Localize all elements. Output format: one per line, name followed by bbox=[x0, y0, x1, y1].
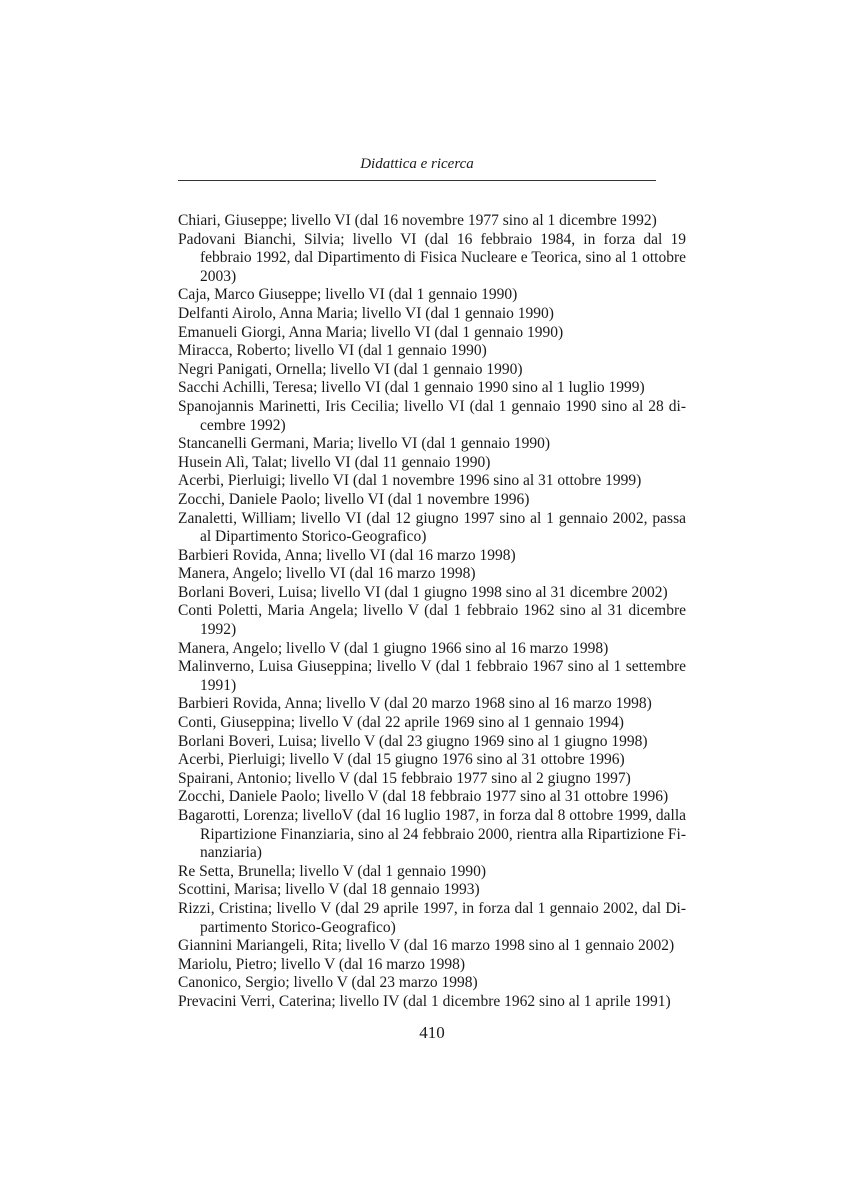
list-item: Prevacini Verri, Caterina; livello IV (dal 1 dicembre 1962 sino al 1 aprile 1991) bbox=[178, 992, 671, 1010]
list-item: Acerbi, Pierluigi; livello VI (dal 1 novembre 1996 sino al 31 ottobre 1999) bbox=[178, 472, 642, 490]
list-item: Sacchi Achilli, Teresa; livello VI (dal 1 gennaio 1990 sino al 1 luglio 1999) bbox=[178, 379, 645, 397]
list-item: Manera, Angelo; livello VI (dal 16 marzo 1998) bbox=[178, 565, 476, 583]
list-item: Barbieri Rovida, Anna; livello VI (dal 16 marzo 1998) bbox=[178, 546, 516, 564]
list-item: Spairani, Antonio; livello V (dal 15 febbraio 1977 sino al 2 giugno 1997) bbox=[178, 769, 631, 787]
list-item: Giannini Mariangeli, Rita; livello V (dal 16 marzo 1998 sino al 1 gennaio 2002) bbox=[178, 937, 675, 955]
list-item: Zanaletti, William; livello VI (dal 12 giugno 1997 sino al 1 gennaio 2002, passa al Dipartimento Storico-Geografico) bbox=[178, 509, 686, 546]
list-item: Rizzi, Cristina; livello V (dal 29 aprile 1997, in forza dal 1 gennaio 2002, dal Dipartimento Storico-Geografico) bbox=[178, 899, 686, 936]
list-item: Stancanelli Germani, Maria; livello VI (dal 1 gennaio 1990) bbox=[178, 435, 551, 453]
running-head: Didattica e ricerca bbox=[360, 156, 474, 172]
list-item: Conti Poletti, Maria Angela; livello V (dal 1 febbraio 1962 sino al 31 dicembre 1992) bbox=[178, 602, 686, 639]
list-item: Bagarotti, Lorenza; livelloV (dal 16 luglio 1987, in forza dal 8 ottobre 1999, dalla Ripartizione Finanziaria, sino al 24 febbraio 2000, rientra alla Ripartizione Finanziaria) bbox=[178, 807, 686, 862]
staff-list bbox=[178, 212, 686, 1012]
list-item: Barbieri Rovida, Anna; livello V (dal 20 marzo 1968 sino al 16 marzo 1998) bbox=[178, 695, 652, 713]
list-item: Mariolu, Pietro; livello V (dal 16 marzo 1998) bbox=[178, 955, 465, 973]
list-item: Conti, Giuseppina; livello V (dal 22 aprile 1969 sino al 1 gennaio 1994) bbox=[178, 714, 624, 732]
list-item: Zocchi, Daniele Paolo; livello VI (dal 1 novembre 1996) bbox=[178, 490, 530, 508]
header-rule bbox=[178, 180, 656, 181]
list-item: Husein Alì, Talat; livello VI (dal 11 gennaio 1990) bbox=[178, 453, 491, 471]
list-item: Negri Panigati, Ornella; livello VI (dal 1 gennaio 1990) bbox=[178, 360, 523, 378]
list-item: Scottini, Marisa; livello V (dal 18 gennaio 1993) bbox=[178, 881, 480, 899]
list-item: Canonico, Sergio; livello V (dal 23 marzo 1998) bbox=[178, 974, 478, 992]
list-item: Acerbi, Pierluigi; livello V (dal 15 giugno 1976 sino al 31 ottobre 1996) bbox=[178, 751, 625, 769]
list-item: Chiari, Giuseppe; livello VI (dal 16 novembre 1977 sino al 1 dicembre 1992) bbox=[178, 212, 657, 229]
list-item: Delfanti Airolo, Anna Maria; livello VI (dal 1 gennaio 1990) bbox=[178, 304, 554, 322]
page-number: 410 bbox=[419, 1023, 445, 1042]
list-item: Manera, Angelo; livello V (dal 1 giugno 1966 sino al 16 marzo 1998) bbox=[178, 639, 609, 657]
list-item: Malinverno, Luisa Giuseppina; livello V (dal 1 febbraio 1967 sino al 1 settembre 1991) bbox=[178, 658, 686, 694]
list-item: Borlani Boveri, Luisa; livello VI (dal 1 giugno 1998 sino al 31 dicembre 2002) bbox=[178, 583, 668, 601]
list-item: Caja, Marco Giuseppe; livello VI (dal 1 gennaio 1990) bbox=[178, 286, 518, 304]
list-item: Borlani Boveri, Luisa; livello V (dal 23 giugno 1969 sino al 1 giugno 1998) bbox=[178, 732, 648, 750]
list-item: Re Setta, Brunella; livello V (dal 1 gennaio 1990) bbox=[178, 862, 487, 880]
list-item: Spanojannis Marinetti, Iris Cecilia; livello VI (dal 1 gennaio 1990 sino al 28 dicembre 1992) bbox=[178, 397, 686, 434]
list-item: Emanueli Giorgi, Anna Maria; livello VI (dal 1 gennaio 1990) bbox=[178, 323, 564, 341]
list-item: Padovani Bianchi, Silvia; livello VI (dal 16 febbraio 1984, in forza dal 19 febbraio 1992, dal Dipartimento di Fisica Nucleare e Teorica, sino al 1 ottobre 2003) bbox=[178, 230, 686, 285]
list-item: Miracca, Roberto; livello VI (dal 1 gennaio 1990) bbox=[178, 342, 487, 360]
list-item: Zocchi, Daniele Paolo; livello V (dal 18 febbraio 1977 sino al 31 ottobre 1996) bbox=[178, 788, 669, 806]
